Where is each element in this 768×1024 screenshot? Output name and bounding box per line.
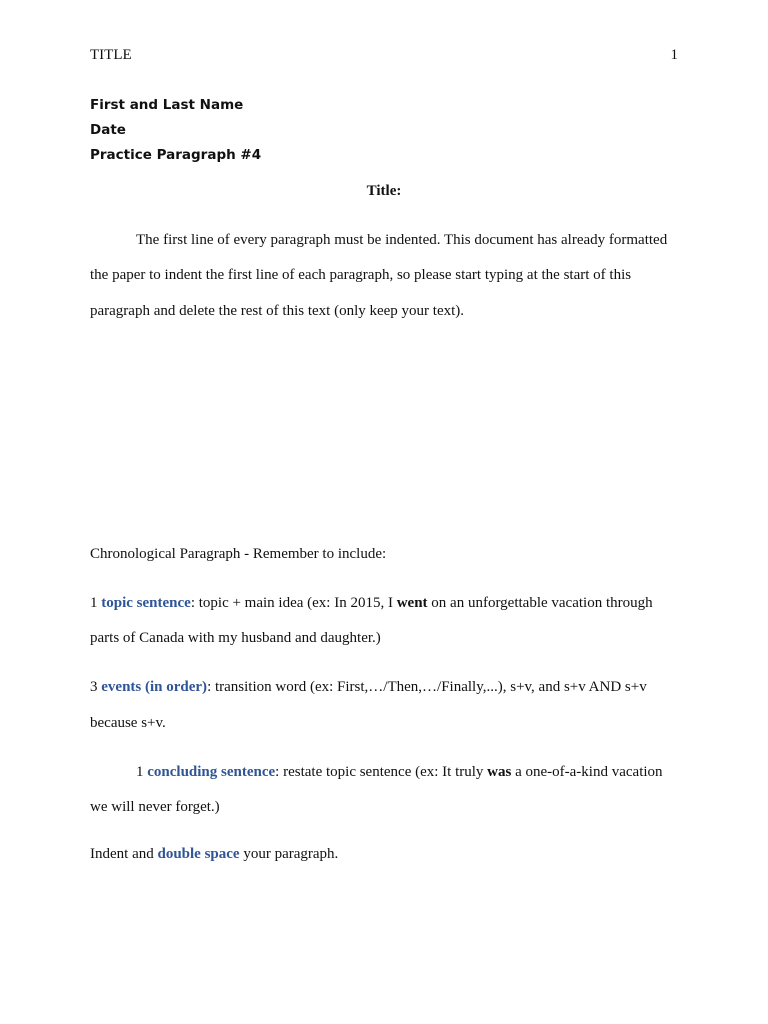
date-line: Date — [90, 122, 126, 138]
concluding-term: concluding sentence — [147, 764, 276, 780]
document-title: Title: — [366, 183, 402, 199]
events-line — [90, 678, 647, 696]
events-text: : transition word (ex: First,…/Then,…/Finally,...), s+v, and s+v AND s+v — [207, 679, 647, 695]
topic-sentence-line — [90, 594, 653, 612]
concluding-bold-verb: was — [487, 764, 512, 780]
topic-sentence-term: topic sentence — [101, 595, 191, 611]
intro-line-2: the paper to indent the first line of each paragraph, so please start typing at the start of this — [90, 267, 632, 283]
concluding-line-2: we will never forget.) — [90, 799, 220, 815]
double-space-term: double space — [157, 846, 240, 862]
concluding-line — [136, 763, 663, 781]
running-head: TITLE — [90, 47, 132, 63]
page-number: 1 — [670, 47, 678, 63]
events-term: events (in order) — [101, 679, 208, 695]
topic-count: 1 — [90, 595, 102, 611]
topic-bold-verb: went — [396, 595, 428, 611]
concluding-text-a: : restate topic sentence (ex: It truly — [275, 764, 488, 780]
format-text-b: your paragraph. — [239, 846, 339, 862]
topic-text-b: on an unforgettable vacation through — [427, 595, 653, 611]
concluding-text-b: a one-of-a-kind vacation — [511, 764, 663, 780]
topic-sentence-line-2: parts of Canada with my husband and daughter.) — [90, 630, 381, 646]
assignment-title: Practice Paragraph #4 — [90, 147, 262, 163]
intro-line-3: paragraph and delete the rest of this text (only keep your text). — [90, 303, 465, 319]
concluding-count: 1 — [136, 764, 148, 780]
format-line — [90, 845, 338, 863]
events-line-2: because s+v. — [90, 715, 166, 731]
heading-block — [90, 94, 261, 169]
instructions-intro: Chronological Paragraph - Remember to include: — [90, 546, 387, 562]
events-count: 3 — [90, 679, 102, 695]
student-name: First and Last Name — [90, 97, 244, 113]
topic-text-a: : topic + main idea (ex: In 2015, I — [190, 595, 397, 611]
format-text-a: Indent and — [90, 846, 158, 862]
intro-line-1: The first line of every paragraph must be indented. This document has already formatted — [136, 232, 668, 248]
